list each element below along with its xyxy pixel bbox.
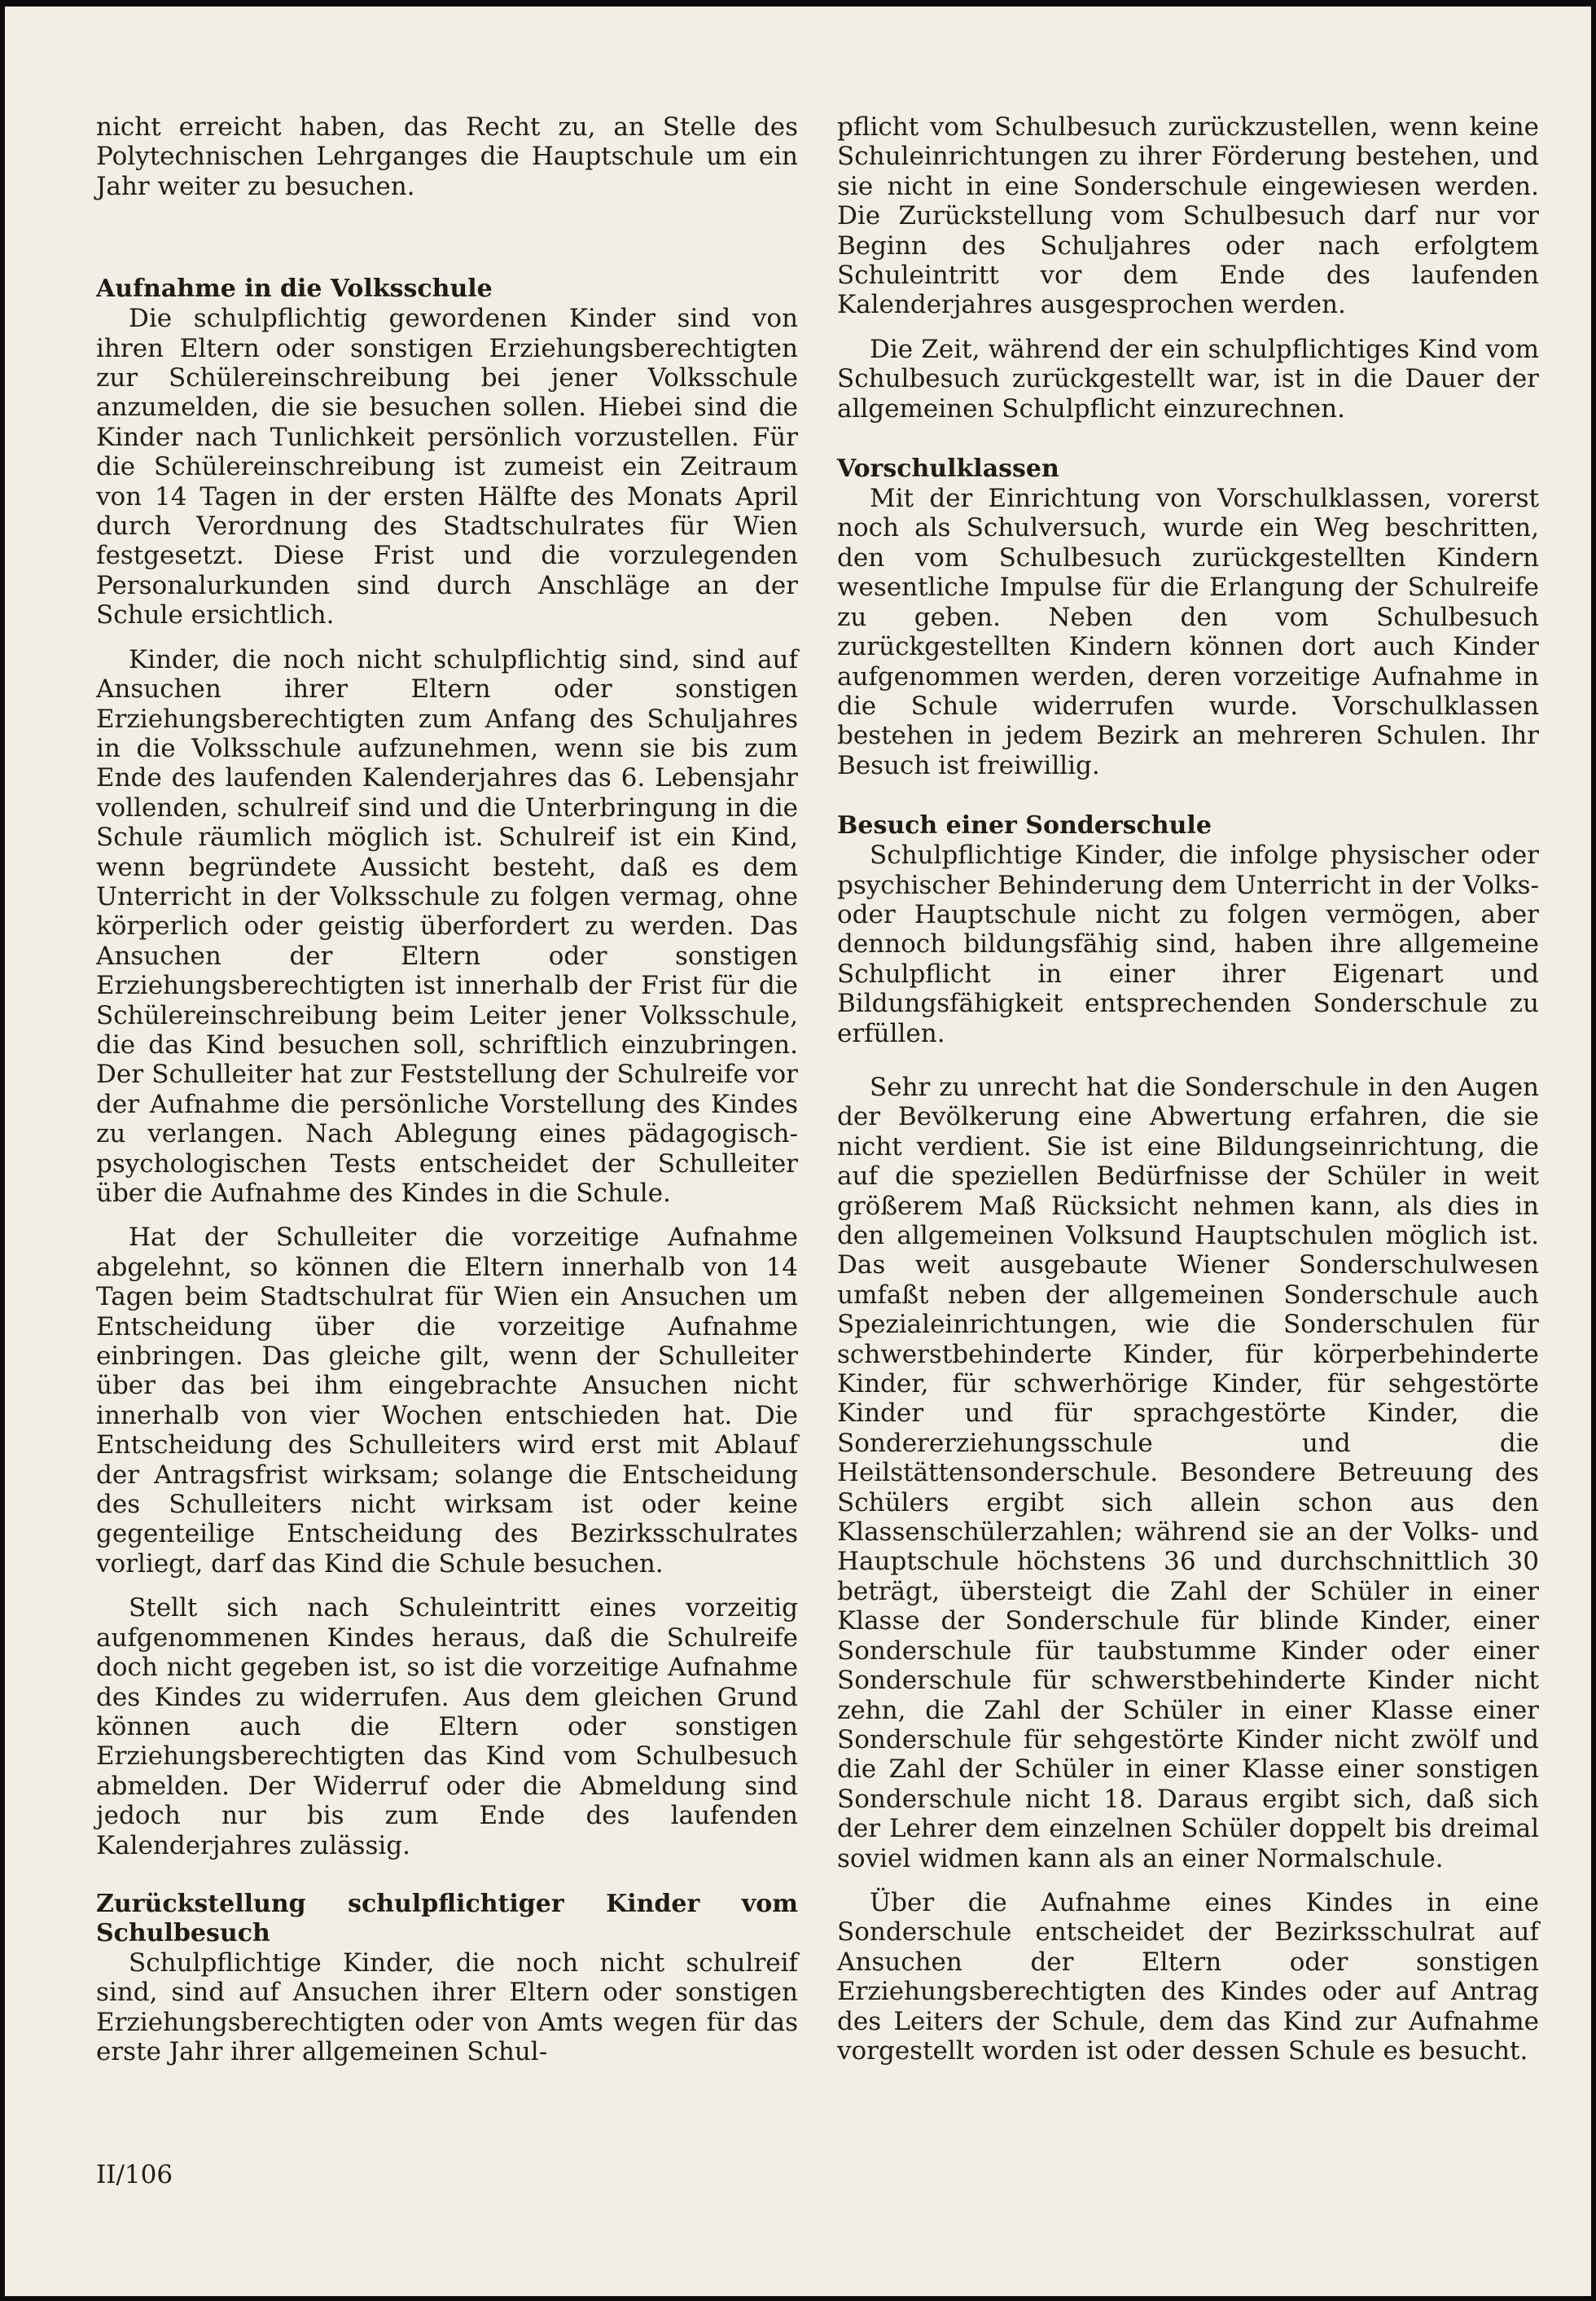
page-number: II/106: [96, 2160, 173, 2189]
paragraph: Kinder, die noch nicht schulpflichtig sind, sind auf Ansuchen ihrer Eltern oder sonstigen Erziehungsberechtigten zum Anfang des Schuljahres in die Volksschule aufzunehmen, wenn sie bis zum Ende des laufenden Kalenderjahres das 6. Lebensjahr vollenden, schulreif sind und die Unterbringung in die Schule räumlich möglich ist. Schulreif ist ein Kind, wenn begründete Aussicht besteht, daß es dem Unterricht in der Volksschule zu folgen vermag, ohne körperlich oder geistig überfordert zu werden. Das Ansuchen der Eltern oder sonstigen Erziehungsberechtigten ist innerhalb der Frist für die Schülereinschreibung beim Leiter jener Volksschule, die das Kind besuchen soll, schriftlich einzubringen. Der Schulleiter hat zur Feststellung der Schulreife vor der Aufnahme die persönliche Vorstellung des Kindes zu verlangen. Nach Ablegung eines pädagogisch-psychologischen Tests entscheidet der Schulleiter über die Aufnahme des Kindes in die Schule.: [96, 644, 798, 1208]
section-heading: Vorschulklassen: [837, 454, 1059, 484]
section-aufnahme-volksschule: [96, 274, 798, 1860]
paragraph: Die Zeit, während der ein schulpflichtiges Kind vom Schulbesuch zurückgestellt war, ist in die Dauer der allgemeinen Schulpflicht einzurechnen.: [837, 334, 1539, 424]
paragraph: Mit der Einrichtung von Vorschulklassen, vorerst noch als Schulversuch, wurde ein Weg beschritten, den vom Schulbesuch zurückgestellten Kindern wesentliche Impulse für die Erlangung der Schulreife zu geben. Neben den vom Schulbesuch zurückgestellten Kindern können dort auch Kinder aufgenommen werden, deren vorzeitige Aufnahme in die Schule widerrufen wurde. Vorschulklassen bestehen in jedem Bezirk an mehreren Schulen. Ihr Besuch ist freiwillig.: [837, 484, 1539, 780]
paragraph: Hat der Schulleiter die vorzeitige Aufnahme abgelehnt, so können die Eltern innerhalb von 14 Tagen beim Stadtschulrat für Wien ein Ansuchen um Entscheidung über die vorzeitige Aufnahme einbringen. Das gleiche gilt, wenn der Schulleiter über das bei ihm eingebrachte Ansuchen nicht innerhalb von vier Wochen entschieden hat. Die Entscheidung des Schulleiters wird erst mit Ablauf der Antragsfrist wirksam; solange die Entscheidung des Schulleiters nicht wirksam ist oder keine gegenteilige Entscheidung des Bezirksschulrates vorliegt, darf das Kind die Schule besuchen.: [96, 1223, 798, 1579]
section-zurueckstellung: [96, 1890, 798, 2067]
paragraph: Stellt sich nach Schuleintritt eines vorzeitig aufgenommenen Kindes heraus, daß die Schulreife doch nicht gegeben ist, so ist die vorzeitige Aufnahme des Kindes zu widerrufen. Aus dem gleichen Grund können auch die Eltern oder sonstigen Erziehungsberechtigten das Kind vom Schulbesuch abmelden. Der Widerruf oder die Abmeldung sind jedoch nur bis zum Ende des laufenden Kalenderjahres zulässig.: [96, 1593, 798, 1860]
section-sonderschule: [837, 811, 1539, 2066]
paragraph: Sehr zu unrecht hat die Sonderschule in den Augen der Bevölkerung eine Abwertung erfahren, die sie nicht verdient. Sie ist eine Bildungseinrichtung, die auf die speziellen Bedürfnisse der Schüler in weit größerem Maß Rücksicht nehmen kann, als dies in den allgemeinen Volksund Hauptschulen möglich ist. Das weit ausgebaute Wiener Sonderschulwesen umfaßt neben der allgemeinen Sonderschule auch Spezialeinrichtungen, wie die Sonderschulen für schwerstbehinderte Kinder, für körperbehinderte Kinder, für schwerhörige Kinder, für sehgestörte Kinder und für sprachgestörte Kinder, die Sondererziehungsschule und die Heilstättensonderschule. Besondere Betreuung des Schülers ergibt sich allein schon aus den Klassenschülerzahlen; während sie an der Volks- und Hauptschule höchstens 36 und durchschnittlich 30 beträgt, übersteigt die Zahl der Schüler in einer Klasse der Sonderschule für blinde Kinder, einer Sonderschule für taubstumme Kinder oder einer Sonderschule für schwerstbehinderte Kinder nicht zehn, die Zahl der Schüler in einer Klasse einer Sonderschule für sehgestörte Kinder nicht zwölf und die Zahl der Schüler in einer Klasse einer sonstigen Sonderschule nicht 18. Daraus ergibt sich, daß sich der Lehrer dem einzelnen Schüler doppelt bis dreimal soviel widmen kann als an einer Normalschule.: [837, 1072, 1539, 1873]
section-vorschulklassen: [837, 454, 1539, 780]
right-column: [837, 112, 1539, 2066]
left-column: [96, 112, 798, 2067]
continuation-paragraph: nicht erreicht haben, das Recht zu, an Stelle des Polytechnischen Lehrganges die Hauptschule um ein Jahr weiter zu besuchen.: [96, 112, 798, 201]
section-heading: Aufnahme in die Volksschule: [96, 274, 493, 304]
paragraph: Die schulpflichtig gewordenen Kinder sind von ihren Eltern oder sonstigen Erziehungsberechtigten zur Schülereinschreibung bei jener Volksschule anzumelden, die sie besuchen sollen. Hiebei sind die Kinder nach Tunlichkeit persönlich vorzustellen. Für die Schülereinschreibung ist zumeist ein Zeitraum von 14 Tagen in der ersten Hälfte des Monats April durch Verordnung des Stadtschulrates für Wien festgesetzt. Diese Frist und die vorzulegenden Personalurkunden sind durch Anschläge an der Schule ersichtlich.: [96, 304, 798, 630]
paragraph: Über die Aufnahme eines Kindes in eine Sonderschule entscheidet der Bezirksschulrat auf Ansuchen der Eltern oder sonstigen Erziehungsberechtigten des Kindes oder auf Antrag des Leiters der Schule, dem das Kind zur Aufnahme vorgestellt worden ist oder dessen Schule es besucht.: [837, 1887, 1539, 2066]
section-heading: Besuch einer Sonderschule: [837, 811, 1212, 841]
paragraph: Schulpflichtige Kinder, die infolge physischer oder psychischer Behinderung dem Unterricht in der Volks- oder Hauptschule nicht zu folgen vermögen, aber dennoch bildungsfähig sind, haben ihre allgemeine Schulpflicht in einer ihrer Eigenart und Bildungsfähigkeit entsprechenden Sonderschule zu erfüllen.: [837, 841, 1539, 1048]
continuation-paragraph: pflicht vom Schulbesuch zurückzustellen, wenn keine Schuleinrichtungen zu ihrer Förderung bestehen, und sie nicht in eine Sonderschule eingewiesen werden. Die Zurückstellung vom Schulbesuch darf nur vor Beginn des Schuljahres oder nach erfolgtem Schuleintritt vor dem Ende des laufenden Kalenderjahres ausgesprochen werden.: [837, 112, 1539, 320]
paragraph: Schulpflichtige Kinder, die noch nicht schulreif sind, sind auf Ansuchen ihrer Eltern oder sonstigen Erziehungsberechtigten oder von Amts wegen für das erste Jahr ihrer allgemeinen Schul-: [96, 1948, 798, 2067]
section-heading: Zurückstellung schulpflichtiger Kinder vom Schulbesuch: [96, 1889, 798, 1948]
